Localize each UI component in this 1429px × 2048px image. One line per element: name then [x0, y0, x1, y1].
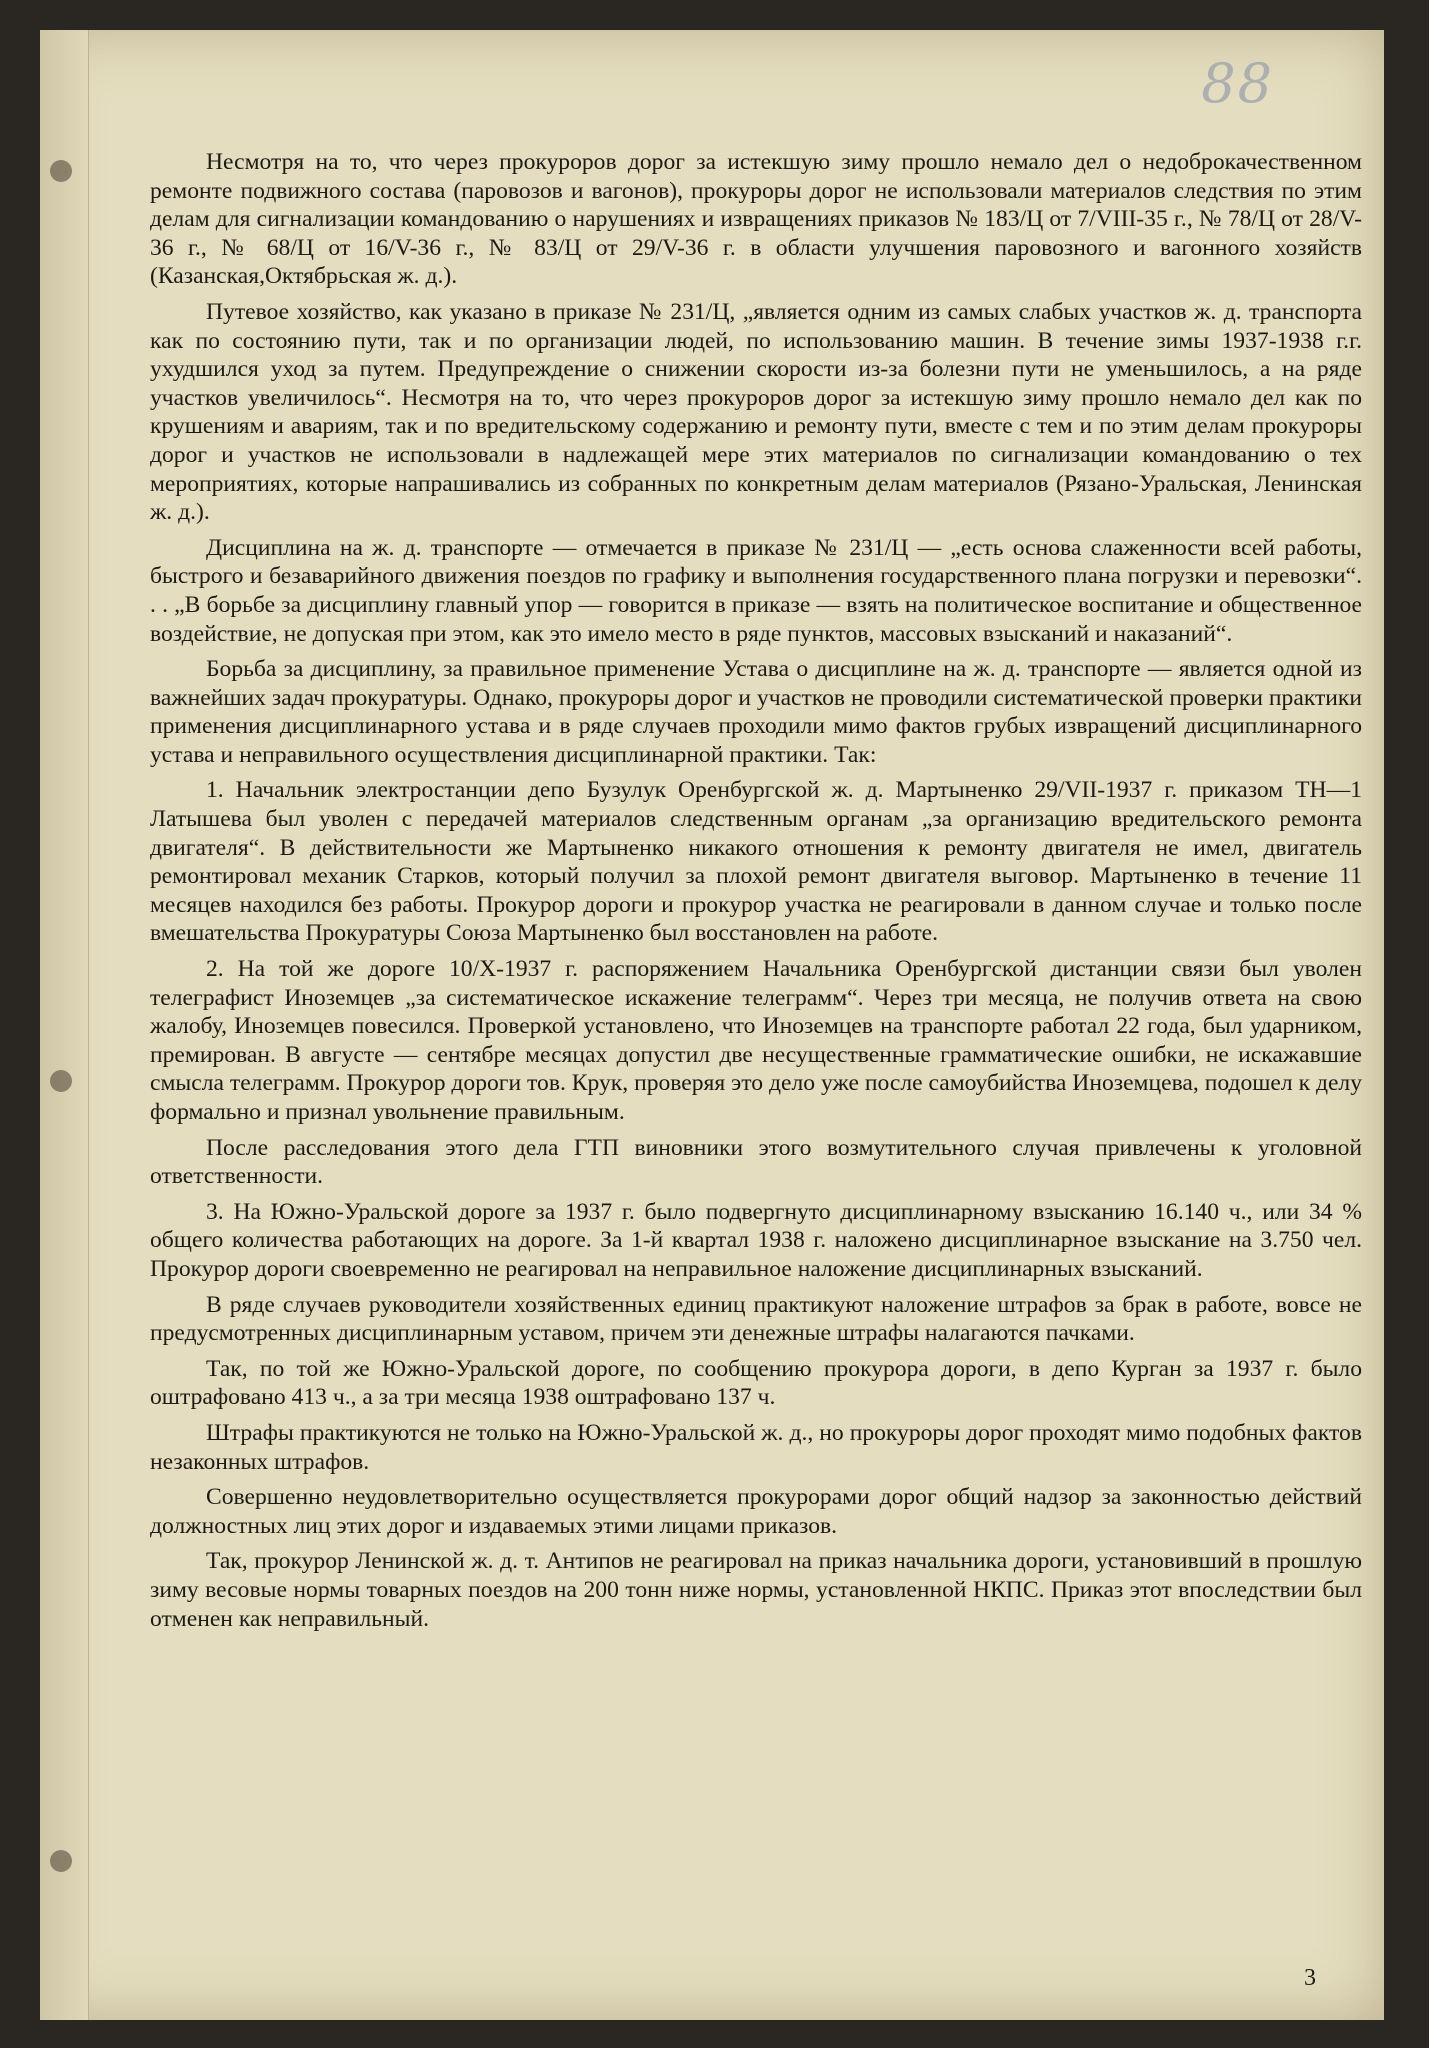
paragraph: Штрафы практикуются не только на Южно-Уральской ж. д., но прокуроры дорог проходят мимо подобных фактов незаконных штрафов. [150, 1419, 1362, 1475]
paragraph: Совершенно неудовлетворительно осуществляется прокурорами дорог общий надзор за законностью действий должностных лиц этих дорог и издаваемых этими лицами приказов. [150, 1484, 1362, 1539]
paragraph: Так, по той же Южно-Уральской дороге, по сообщению прокурора дороги, в депо Курган за 1937 г. было оштрафовано 413 ч., а за три месяца 1938 оштрафовано 137 ч. [150, 1355, 1362, 1411]
archive-page-number: 88 [1201, 52, 1274, 115]
binding-margin [40, 30, 89, 2020]
paragraph: 1. Начальник электростанции депо Бузулук Оренбургской ж. д. Мартыненко 29/VII-1937 г. приказом ТН—1 Латышева был уволен с передачей материалов следственным органам „за организацию вредительского ремонта двигателя“. В действительности же Мартыненко никакого отношения к ремонту двигателя не имел, двигатель ремонтировал механик Старков, который получил за плохой ремонт двигателя выговор. Мартыненко в течение 11 месяцев находился без работы. Прокурор дороги и прокурор участка не реагировали в данном случае и только после вмешательства Прокуратуры Союза Мартыненко был восстановлен на работе. [150, 777, 1362, 947]
document-body [150, 148, 1362, 1640]
paragraph: Так, прокурор Ленинской ж. д. т. Антипов не реагировал на приказ начальника дороги, установивший в прошлую зиму весовые нормы товарных поездов на 200 тонн ниже нормы, установленной НКПС. Приказ этот впоследствии был отменен как неправильный. [150, 1548, 1362, 1632]
paragraph: Дисциплина на ж. д. транспорте — отмечается в приказе № 231/Ц — „есть основа слаженности всей работы, быстрого и безаварийного движения поездов по графику и выполнения государственного плана погрузки и перевозки“. . . „В борьбе за дисциплину главный упор — говорится в приказе — взять на политическое воспитание и общественное воздействие, не допуская при этом, как это имело место в ряде пунктов, массовых взысканий и наказаний“. [150, 534, 1362, 647]
paragraph: 2. На той же дороге 10/X-1937 г. распоряжением Начальника Оренбургской дистанции связи был уволен телеграфист Иноземцев „за систематическое искажение телеграмм“. Через три месяца, не получив ответа на свою жалобу, Иноземцев повесился. Проверкой установлено, что Иноземцев на транспорте работал 22 года, был ударником, премирован. В августе — сентябре месяцах допустил две несущественные грамматические ошибки, не искажавшие смысла телеграмм. Прокурор дороги тов. Крук, проверяя это дело уже после самоубийства Иноземцева, подошел к делу формально и признал увольнение правильным. [150, 956, 1362, 1125]
paragraph: После расследования этого дела ГТП виновники этого возмутительного случая привлечены к уголовной ответственности. [150, 1134, 1362, 1190]
binding-hole [50, 160, 72, 182]
paragraph: В ряде случаев руководители хозяйственных единиц практикуют наложение штрафов за брак в работе, вовсе не предусмотренных дисциплинарным уставом, причем эти денежные штрафы налагаются пачками. [150, 1291, 1362, 1347]
paragraph: Путевое хозяйство, как указано в приказе № 231/Ц, „является одним из самых слабых участков ж. д. транспорта как по состоянию пути, так и по организации людей, по использованию машин. В течение зимы 1937-1938 г.г. ухудшился уход за путем. Предупреждение о снижении скорости из-за болезни пути не уменьшилось, а на ряде участков увеличилось“. Несмотря на то, что через прокуроров дорог за истекшую зиму прошло немало дел как по крушениям и авариям, так и по вредительскому содержанию и ремонту пути, вместе с тем и по этим делам прокуроры дорог и участков не использовали в надлежащей мере этих материалов по сигнализации командованию о тех мероприятиях, которые напрашивались из собранных по конкретным делам материалов (Рязано-Уральская, Ленинская ж. д.). [150, 298, 1362, 526]
binding-hole [50, 1850, 72, 1872]
paragraph: Борьба за дисциплину, за правильное применение Устава о дисциплине на ж. д. транспорте — является одной из важнейших задач прокуратуры. Однако, прокуроры дорог и участков не проводили систематической проверки практики применения дисциплинарного устава и в ряде случаев проходили мимо фактов грубых извращений дисциплинарного устава и неправильного осуществления дисциплинарной практики. Так: [150, 656, 1362, 768]
document-page [40, 30, 1384, 2020]
paragraph: Несмотря на то, что через прокуроров дорог за истекшую зиму прошло немало дел о недоброкачественном ремонте подвижного состава (паровозов и вагонов), прокуроры дорог не использовали материалов следствия по этим делам для сигнализации командованию о нарушениях и извращениях приказов № 183/Ц от 7/VIII-35 г., № 78/Ц от 28/V-36 г., № 68/Ц от 16/V-36 г., № 83/Ц от 29/V-36 г. в области улучшения паровозного и вагонного хозяйств (Казанская,Октябрьская ж. д.). [150, 149, 1362, 290]
page-number: 3 [1304, 1965, 1316, 1991]
binding-hole [50, 1070, 72, 1092]
paragraph: 3. На Южно-Уральской дороге за 1937 г. было подвергнуто дисциплинарному взысканию 16.140 ч., или 34 % общего количества работающих на дороге. За 1-й квартал 1938 г. наложено дисциплинарное взыскание на 3.750 чел. Прокурор дороги своевременно не реагировал на неправильное наложение дисциплинарных взысканий. [150, 1198, 1362, 1282]
